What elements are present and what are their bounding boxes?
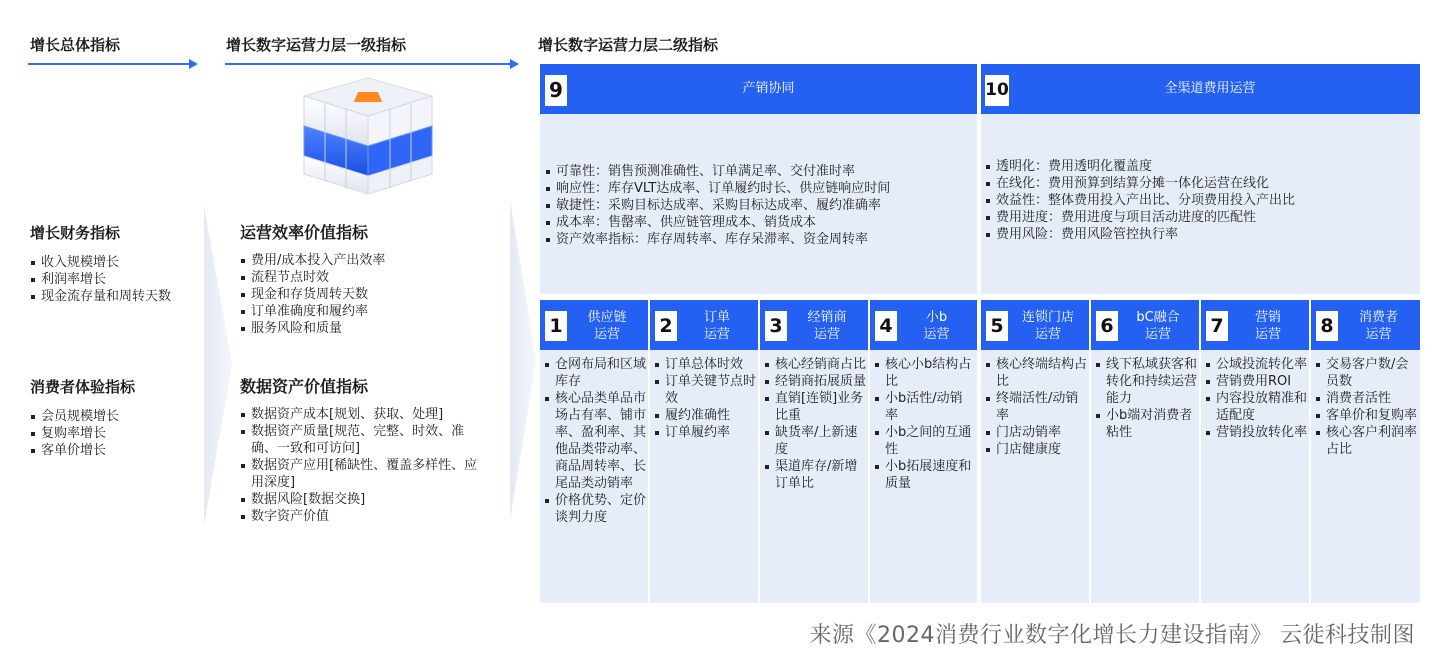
- list-item: 内容投放精准和适配度: [1205, 390, 1307, 424]
- panel-2-number: 2: [655, 311, 677, 341]
- asset-list: [240, 406, 490, 525]
- panel-8-list: [1315, 356, 1418, 458]
- list-item: 现金流存量和周转天数: [30, 288, 210, 305]
- list-item: 经销商拓展质量: [764, 373, 866, 390]
- list-item: 核心品类单品市场占有率、铺市率、盈利率、其他品类带动率、商品周转率、长尾品类动销率: [544, 390, 646, 492]
- list-item: 资产效率指标：库存周转率、库存呆滞率、资金周转率: [545, 231, 975, 248]
- list-item: 数据资产成本[规划、获取、处理]: [240, 406, 490, 423]
- list-item: 订单关键节点时效: [654, 373, 756, 407]
- panel-3-title-line2: 运营: [813, 327, 840, 342]
- panel-1-title-line1: 供应链: [587, 310, 627, 325]
- header-arrow-2: [225, 63, 511, 65]
- list-item: 核心小b结构占比: [874, 356, 975, 390]
- chevron-right-icon: [510, 200, 538, 520]
- finance-title: 增长财务指标: [30, 224, 121, 242]
- panel-8-title-line1: 消费者: [1358, 310, 1398, 325]
- panel-4-title-line2: 运营: [923, 327, 950, 342]
- list-item: 收入规模增长: [30, 254, 210, 271]
- list-item: 核心终端结构占比: [985, 356, 1087, 390]
- panel-8-title-line2: 运营: [1365, 327, 1392, 342]
- panel-7-title-line1: 营销: [1254, 310, 1281, 325]
- finance-list: [30, 254, 210, 305]
- list-item: 服务风险和质量: [240, 320, 500, 337]
- cube-icon: [298, 74, 438, 198]
- list-item: 小b端对消费者粘性: [1095, 407, 1197, 441]
- panel-7-number: 7: [1206, 311, 1228, 341]
- panel-9-title: 产销协同: [742, 81, 795, 96]
- list-item: 费用进度：费用进度与项目活动进度的匹配性: [985, 209, 1415, 226]
- list-item: 数字资产价值: [240, 508, 490, 525]
- list-item: 客单价增长: [30, 442, 210, 459]
- asset-title: 数据资产价值指标: [240, 377, 369, 396]
- list-item: 响应性：库存VLT达成率、订单履约时长、供应链响应时间: [545, 180, 975, 197]
- panel-1-number: 1: [545, 311, 567, 341]
- list-item: 履约准确性: [654, 407, 756, 424]
- consumer-list: [30, 408, 210, 459]
- list-item: 订单履约率: [654, 424, 756, 441]
- list-item: 门店健康度: [985, 441, 1087, 458]
- list-item: 订单准确度和履约率: [240, 303, 500, 320]
- header-arrow-1: [28, 63, 190, 65]
- panel-1-list: [544, 356, 646, 526]
- list-item: 费用风险：费用风险管控执行率: [985, 226, 1415, 243]
- panel-10-number: 10: [985, 75, 1009, 106]
- list-item: 直销[连锁]业务比重: [764, 390, 866, 424]
- panel-1-title-line2: 运营: [593, 327, 620, 342]
- list-item: 门店动销率: [985, 424, 1087, 441]
- panel-5-list: [985, 356, 1087, 458]
- list-item: 数据资产质量[规范、完整、时效、准确、一致和可访问]: [240, 423, 490, 457]
- list-item: 数据风险[数据交换]: [240, 491, 490, 508]
- panel-2-list: [654, 356, 756, 441]
- list-item: 渠道库存/新增订单比: [764, 458, 866, 492]
- header-level1: 增长数字运营力层一级指标: [226, 36, 407, 54]
- list-item: 可靠性：销售预测准确性、订单满足率、交付准时率: [545, 163, 975, 180]
- list-item: 费用/成本投入产出效率: [240, 252, 500, 269]
- panel-3-title-line1: 经销商: [807, 310, 847, 325]
- list-item: 现金和存货周转天数: [240, 286, 500, 303]
- list-item: 复购率增长: [30, 425, 210, 442]
- panel-10-list: [985, 158, 1415, 243]
- list-item: 成本率：售罄率、供应链管理成本、销货成本: [545, 214, 975, 231]
- list-item: 终端活性/动销率: [985, 390, 1087, 424]
- chevron-right-icon: [204, 205, 234, 525]
- panel-9-list: [545, 163, 975, 248]
- list-item: 会员规模增长: [30, 408, 210, 425]
- list-item: 交易客户数/会员数: [1315, 356, 1418, 390]
- list-item: 价格优势、定价谈判力度: [544, 492, 646, 526]
- list-item: 利润率增长: [30, 271, 210, 288]
- panel-4-number: 4: [875, 311, 897, 341]
- list-item: 消费者活性: [1315, 390, 1418, 407]
- list-item: 营销费用ROI: [1205, 373, 1307, 390]
- panel-5-number: 5: [986, 311, 1008, 341]
- list-item: 线下私域获客和转化和持续运营能力: [1095, 356, 1197, 407]
- panel-7-list: [1205, 356, 1307, 441]
- panel-7-title-line2: 运营: [1254, 327, 1281, 342]
- panel-3-list: [764, 356, 866, 492]
- efficiency-list: [240, 252, 500, 337]
- list-item: 订单总体时效: [654, 356, 756, 373]
- header-level2: 增长数字运营力层二级指标: [538, 36, 719, 54]
- panel-6-title-line2: 运营: [1144, 327, 1171, 342]
- list-item: 核心客户利润率占比: [1315, 424, 1418, 458]
- list-item: 效益性：整体费用投入产出比、分项费用投入产出比: [985, 192, 1415, 209]
- arrow-head-1-icon: [189, 59, 198, 69]
- panel-10-title: 全渠道费用运营: [1164, 81, 1256, 96]
- panel-4-list: [874, 356, 975, 492]
- list-item: 小b活性/动销率: [874, 390, 975, 424]
- source-caption: 来源《2024消费行业数字化增长力建设指南》 云徙科技制图: [809, 623, 1415, 648]
- panel-6-list: [1095, 356, 1197, 441]
- list-item: 营销投放转化率: [1205, 424, 1307, 441]
- list-item: 客单价和复购率: [1315, 407, 1418, 424]
- list-item: 敏捷性：采购目标达成率、采购目标达成率、履约准确率: [545, 197, 975, 214]
- panel-6-title-line1: bC融合: [1136, 310, 1180, 325]
- panel-6-number: 6: [1096, 311, 1118, 341]
- efficiency-title: 运营效率价值指标: [240, 223, 369, 242]
- list-item: 公域投流转化率: [1205, 356, 1307, 373]
- panel-5-title-line1: 连锁门店: [1021, 310, 1074, 325]
- list-item: 透明化：费用透明化覆盖度: [985, 158, 1415, 175]
- header-growth-overall: 增长总体指标: [30, 36, 121, 54]
- panel-4-title-line1: 小b: [925, 310, 948, 325]
- list-item: 小b之间的互通性: [874, 424, 975, 458]
- list-item: 在线化：费用预算到结算分摊一体化运营在线化: [985, 175, 1415, 192]
- list-item: 核心经销商占比: [764, 356, 866, 373]
- panel-5-title-line2: 运营: [1034, 327, 1061, 342]
- panel-8-number: 8: [1316, 311, 1338, 341]
- panel-9-number: 9: [545, 75, 567, 106]
- list-item: 流程节点时效: [240, 269, 500, 286]
- arrow-head-2-icon: [510, 59, 519, 69]
- panel-3-number: 3: [765, 311, 787, 341]
- list-item: 缺货率/上新速度: [764, 424, 866, 458]
- list-item: 数据资产应用[稀缺性、覆盖多样性、应用深度]: [240, 457, 490, 491]
- panel-2-title-line1: 订单: [703, 310, 730, 325]
- panel-2-title-line2: 运营: [703, 327, 730, 342]
- consumer-title: 消费者体验指标: [30, 378, 136, 396]
- list-item: 小b拓展速度和质量: [874, 458, 975, 492]
- list-item: 仓网布局和区域库存: [544, 356, 646, 390]
